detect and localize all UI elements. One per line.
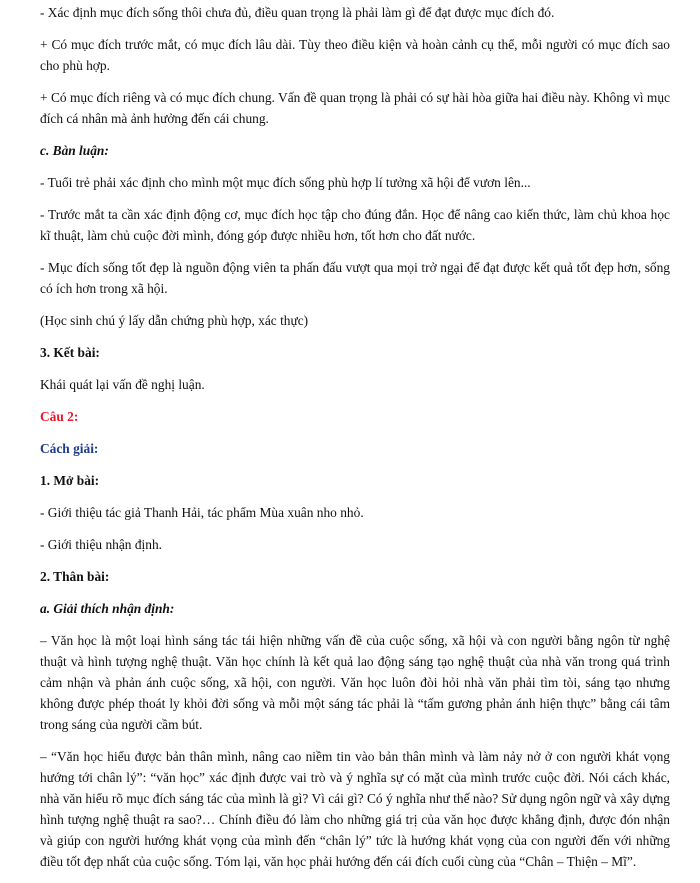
- heading-giai-thich: a. Giải thích nhận định:: [40, 601, 175, 616]
- heading-than-bai: 2. Thân bài:: [40, 569, 110, 584]
- paragraph-summary: Khái quát lại vấn đề nghị luận.: [40, 377, 205, 392]
- paragraph-action-purpose: - Xác định mục đích sống thôi chưa đủ, điều quan trọng là phải làm gì để đạt được mục đích đó.: [40, 5, 555, 20]
- paragraph-statement-intro: - Giới thiệu nhận định.: [40, 537, 162, 552]
- paragraph-evidence-note: (Học sinh chú ý lấy dẫn chứng phù hợp, xác thực): [40, 313, 309, 328]
- heading-cau-2: Câu 2:: [40, 409, 79, 424]
- paragraph-short-long-term: + Có mục đích trước mắt, có mục đích lâu dài. Tùy theo điều kiện và hoàn cảnh cụ thể, mỗi người có mục đích sao cho phù hợp.: [40, 37, 670, 73]
- document-page: [40, 2, 670, 883]
- paragraph-literature-truth: – “Văn học hiểu được bản thân mình, nâng cao niềm tin vào bản thân mình và làm nảy nở ở con người khát vọng hướng tới chân lý”: “văn học” xác định được vai trò và ý nghĩa sự có mặt của mình trước cuộc đời. Nói cách khác, nhà văn hiểu rõ mục đích sáng tác của mình là gì? Vì cái gì? Có ý nghĩa như thế nào? Sử dụng ngôn ngữ và xây dựng hình tượng nghệ thuật ra sao?… Chính điều đó làm cho những giá trị của văn học được khẳng định, được đón nhận và giúp con người hướng khát vọng của mình đến “chân lý” tức là hướng khát vọng của con người đến với những điều tốt đẹp nhất của cuộc sống. Tóm lại, văn học phải hướng đến cái đích cuối cùng của “Chân – Thiện – Mĩ”.: [40, 749, 670, 869]
- paragraph-good-purpose: - Mục đích sống tốt đẹp là nguồn động viên ta phấn đấu vượt qua mọi trở ngại để đạt được kết quả tốt đẹp hơn, sống có ích hơn trong xã hội.: [40, 260, 670, 296]
- heading-mo-bai: 1. Mở bài:: [40, 473, 100, 488]
- paragraph-study-motive: - Trước mắt ta cần xác định động cơ, mục đích học tập cho đúng đắn. Học để nâng cao kiến thức, làm chủ khoa học kĩ thuật, làm chủ cuộc đời mình, đóng góp được nhiều hơn, tốt hơn cho đất nước.: [40, 207, 670, 243]
- heading-ban-luan: c. Bàn luận:: [40, 143, 109, 158]
- heading-cach-giai: Cách giải:: [40, 441, 99, 456]
- heading-ket-bai: 3. Kết bài:: [40, 345, 100, 360]
- paragraph-author-intro: - Giới thiệu tác giả Thanh Hải, tác phẩm Mùa xuân nho nhỏ.: [40, 505, 364, 520]
- paragraph-youth: - Tuổi trẻ phải xác định cho mình một mục đích sống phù hợp lí tưởng xã hội để vươn lên...: [40, 175, 531, 190]
- paragraph-literature-definition: – Văn học là một loại hình sáng tác tái hiện những vấn đề của cuộc sống, xã hội và con người bằng ngôn từ nghệ thuật và hình tượng nghệ thuật. Văn học chính là kết quả lao động sáng tạo nghệ thuật của nhà văn trong quá trình cảm nhận và phản ánh cuộc sống, xã hội, con người. Văn học luôn đòi hỏi nhà văn phải tìm tòi, sáng tạo nhưng không được phép thoát ly khỏi đời sống và mỗi một sáng tác phải là “tấm gương phản ánh hiện thực” bằng cái tâm trong sáng của người cầm bút.: [40, 633, 670, 732]
- paragraph-personal-common: + Có mục đích riêng và có mục đích chung. Vấn đề quan trọng là phải có sự hài hòa giữa hai điều này. Không vì mục đích cá nhân mà ảnh hưởng đến cái chung.: [40, 90, 670, 126]
